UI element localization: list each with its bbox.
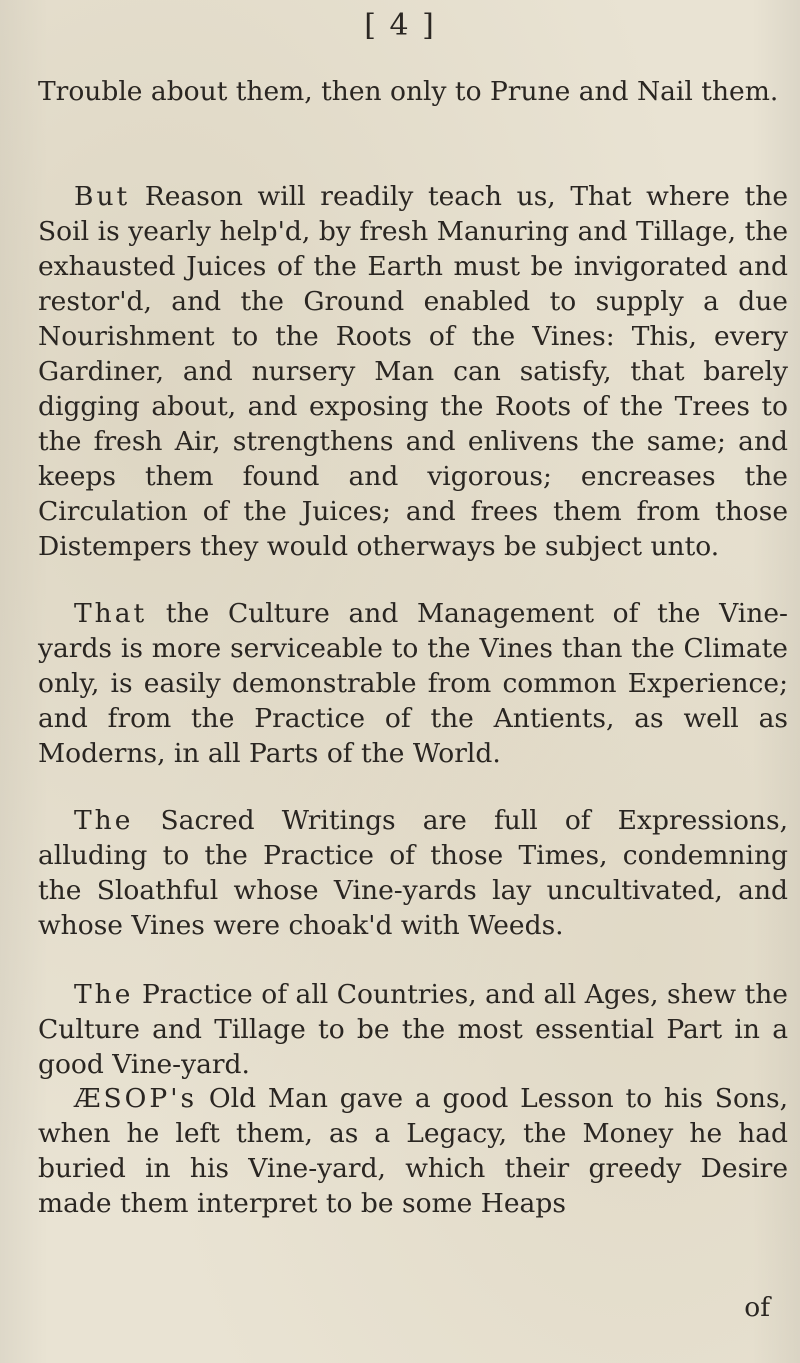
page-number: [ 4 ] xyxy=(364,8,436,43)
paragraph-lead: The xyxy=(74,805,134,836)
paragraph-reason xyxy=(38,179,788,564)
paragraph-lead: But xyxy=(74,181,131,212)
paragraph-culture xyxy=(38,596,788,771)
paragraph-text: Reason will readily teach us, That where the Soil is yearly help'd, by fresh Manuring and Tillage, the exhausted Juices of the Earth must be invigorated and restor'd, and the Ground enabled to supply a due Nourishment to the Roots of the Vines: This, every Gardiner, and nursery Man can satisfy, that barely digging about, and exposing the Roots of the Trees to the fresh Air, strengthens and enlivens the same; and keeps them found and vigorous; encreases the Circulation of the Juices; and frees them from those Distempers they would otherways be subject unto. xyxy=(38,181,788,562)
paragraph-text: Old Man gave a good Lesson to his Sons, when he left them, as a Legacy, the Money he had buried in his Vine-yard, which their greedy Desire made them interpret to be some Heaps xyxy=(38,1083,788,1219)
paragraph-practice xyxy=(38,977,788,1082)
paragraph-aesop xyxy=(38,1081,788,1221)
paragraph-sacred-writings xyxy=(38,803,788,943)
paragraph-text: Trouble about them, then only to Prune and Nail them. xyxy=(38,76,779,107)
paragraph-text: the Culture and Management of the Vine-yards is more serviceable to the Vines than the Climate only, is easily demonstrable from common Experience; and from the Practice of the Antients, as well as Moderns, in all Parts of the World. xyxy=(38,598,788,769)
paragraph-text: Sacred Writings are full of Expressions, alluding to the Practice of those Times, condemning the Sloathful whose Vine-yards lay uncultivated, and whose Vines were choak'd with Weeds. xyxy=(38,805,788,941)
catchword: of xyxy=(744,1292,770,1323)
paragraph-lead: That xyxy=(74,598,148,629)
paragraph-lead: The xyxy=(74,979,134,1010)
paragraph-text: Practice of all Countries, and all Ages, shew the Culture and Tillage to be the most essential Part in a good Vine-yard. xyxy=(38,979,788,1080)
paragraph-lead: ÆSOP's xyxy=(74,1083,198,1114)
paragraph-continuation xyxy=(38,74,788,109)
